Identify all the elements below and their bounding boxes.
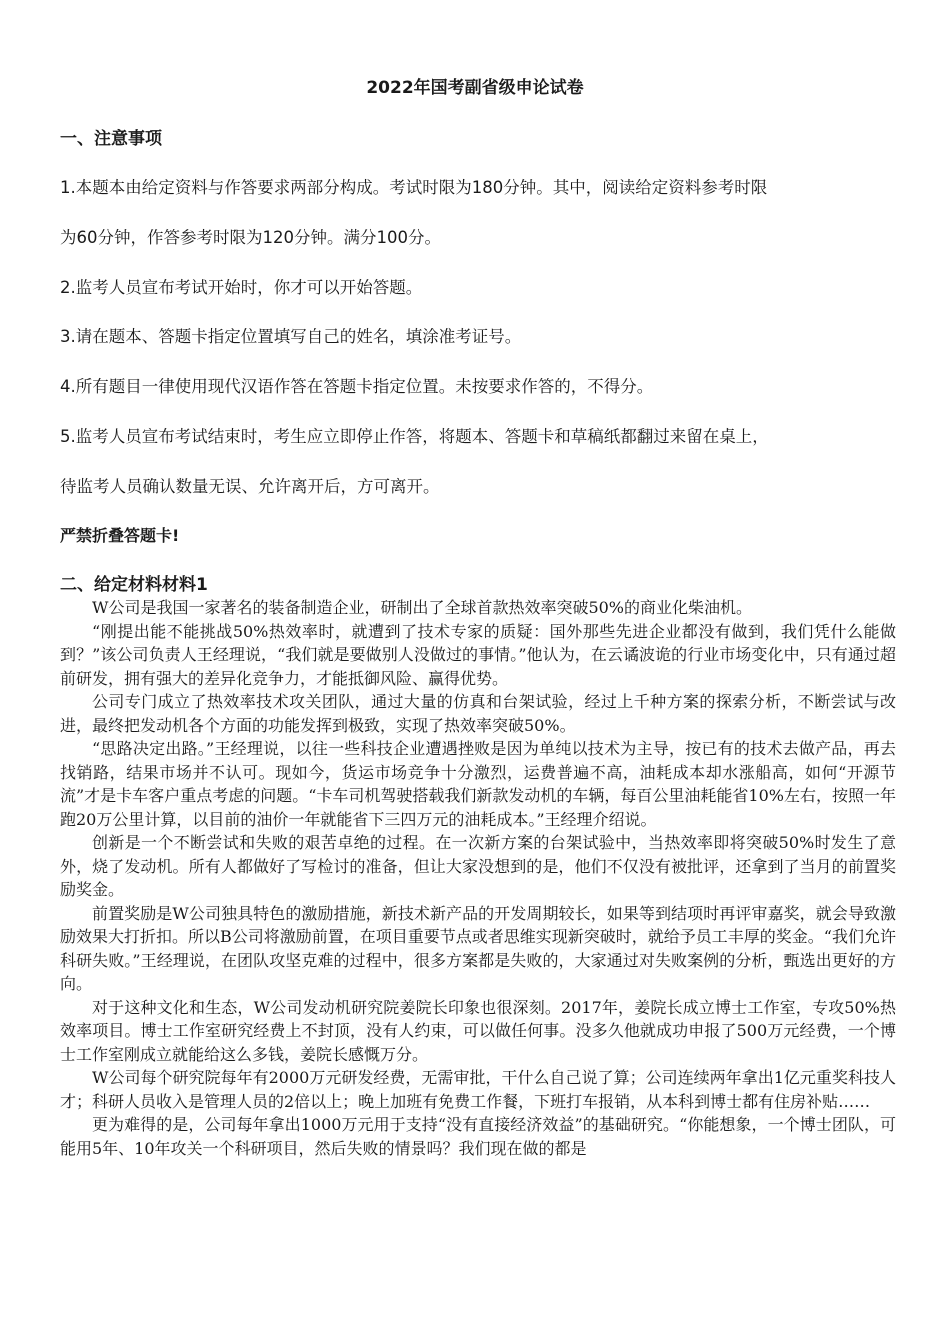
notice-item-5-line-1: 5.监考人员宣布考试结束时，考生应立即停止作答，将题本、答题卡和草稿纸都翻过来留在桌上，: [60, 427, 769, 446]
document-title: 2022年国考副省级申论试卷: [366, 78, 584, 98]
material-paragraph: W公司每个研究院每年有2000万元研发经费，无需审批，干什么自己说了算；公司连续两年拿出1亿元重奖科技人才；科研人员收入是管理人员的2倍以上；晚上加班有免费工作餐，下班打车报销，从本科到博士都有住房补贴……: [60, 1068, 896, 1111]
material-paragraph: 更为难得的是，公司每年拿出1000万元用于支持“没有直接经济效益”的基础研究。“你能想象，一个博士团队，可能用5年、10年攻关一个科研项目，然后失败的情景吗？我们现在做的都是: [60, 1115, 896, 1158]
notice-item-4: 4.所有题目一律使用现代汉语作答在答题卡指定位置。未按要求作答的，不得分。: [60, 377, 654, 396]
notice-item-5-line-2: 待监考人员确认数量无误、允许离开后，方可离开。: [60, 477, 440, 496]
section-heading-notice: 一、注意事项: [60, 129, 162, 149]
section-heading-material: 二、给定材料材料1: [60, 575, 208, 595]
material-paragraph: 对于这种文化和生态，W公司发动机研究院姜院长印象也很深刻。2017年，姜院长成立博士工作室，专攻50%热效率项目。博士工作室研究经费上不封顶，没有人约束，可以做任何事。没多久他就成功申报了500万元经费，一个博士工作室刚成立就能给这么多钱，姜院长感慨万分。: [60, 997, 896, 1064]
notice-item-1-line-2: 为60分钟，作答参考时限为120分钟。满分100分。: [60, 228, 441, 247]
material-paragraph: 前置奖励是W公司独具特色的激励措施，新技术新产品的开发周期较长，如果等到结项时再评审嘉奖，就会导致激励效果大打折扣。所以B公司将激励前置，在项目重要节点或者思维实现新突破时，就给予员工丰厚的奖金。“我们允许科研失败。”王经理说，在团队攻坚克难的过程中，很多方案都是失败的，大家通过对失败案例的分析，甄选出更好的方向。: [60, 903, 896, 993]
material-paragraph: “刚提出能不能挑战50%热效率时，就遭到了技术专家的质疑：国外那些先进企业都没有做到，我们凭什么能做到？”该公司负责人王经理说，“我们就是要做别人没做过的事情。”他认为，在云谲波诡的行业市场变化中，只有通过超前研发，拥有强大的差异化竞争力，才能抵御风险、赢得优势。: [60, 621, 896, 688]
warning-text: 严禁折叠答题卡!: [60, 526, 180, 545]
material-paragraph: W公司是我国一家著名的装备制造企业，研制出了全球首款热效率突破50%的商业化柴油机。: [92, 598, 753, 617]
notice-item-2: 2.监考人员宣布考试开始时，你才可以开始答题。: [60, 278, 423, 297]
material-paragraph: 公司专门成立了热效率技术攻关团队，通过大量的仿真和台架试验，经过上千种方案的探索分析，不断尝试与改进，最终把发动机各个方面的功能发挥到极致，实现了热效率突破50%。: [60, 692, 896, 735]
material-paragraph: 创新是一个不断尝试和失败的艰苦卓绝的过程。在一次新方案的台架试验中，当热效率即将突破50%时发生了意外，烧了发动机。所有人都做好了写检讨的准备，但让大家没想到的是，他们不仅没有被批评，还拿到了当月的前置奖励奖金。: [60, 833, 896, 899]
notice-item-3: 3.请在题本、答题卡指定位置填写自己的姓名，填涂准考证号。: [60, 327, 522, 346]
material-paragraph: “思路决定出路。”王经理说，以往一些科技企业遭遇挫败是因为单纯以技术为主导，按已有的技术去做产品，再去找销路，结果市场并不认可。现如今，货运市场竞争十分激烈，运费普遍不高，油耗成本却水涨船高，如何“开源节流”才是卡车客户重点考虑的问题。“卡车司机驾驶搭载我们新款发动机的车辆，每百公里油耗能省10%左右，按照一年跑20万公里计算，以目前的油价一年就能省下三四万元的油耗成本。”王经理介绍说。: [60, 739, 896, 829]
material-body: [60, 596, 896, 1160]
notice-item-1-line-1: 1.本题本由给定资料与作答要求两部分构成。考试时限为180分钟。其中，阅读给定资料参考时限: [60, 178, 768, 197]
